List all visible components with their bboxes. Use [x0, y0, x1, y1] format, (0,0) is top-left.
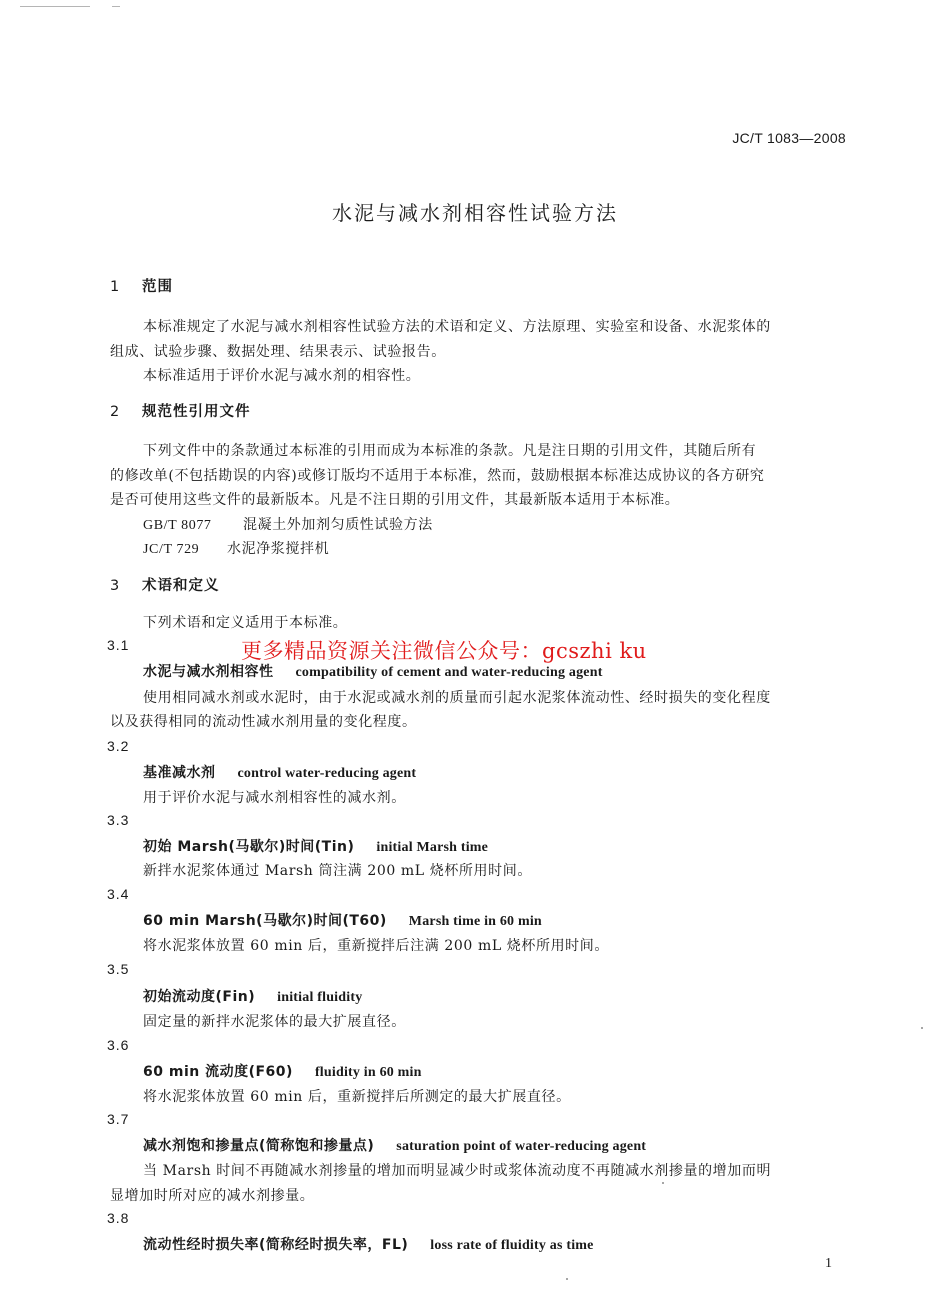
reference-code: GB/T 8077 — [143, 518, 212, 533]
scan-speck — [566, 1278, 568, 1280]
section-number: 2 — [110, 404, 120, 420]
standard-number: JC/T 1083—2008 — [732, 130, 846, 146]
term-number: 3.3 — [107, 812, 130, 828]
term-number: 3.6 — [107, 1037, 130, 1053]
term-definition: 以及获得相同的流动性减水剂用量的变化程度。 — [110, 714, 417, 730]
term-english: loss rate of fluidity as time — [430, 1238, 594, 1253]
scan-speck — [662, 1182, 664, 1184]
reference-title: 混凝土外加剂匀质性试验方法 — [243, 517, 433, 533]
paragraph-line: 本标准适用于评价水泥与减水剂的相容性。 — [143, 368, 421, 384]
section-number: 3 — [110, 578, 120, 594]
term-definition: 当 Marsh 时间不再随减水剂掺量的增加而明显减少时或浆体流动度不再随减水剂掺量的增加而明 — [143, 1163, 772, 1179]
reference-title: 水泥净浆搅拌机 — [227, 541, 330, 557]
term-definition: 用于评价水泥与减水剂相容性的减水剂。 — [143, 790, 406, 806]
reference-code: JC/T 729 — [143, 542, 200, 557]
term-chinese: 60 min 流动度(F60) — [143, 1064, 293, 1080]
term-chinese: 水泥与减水剂相容性 — [143, 664, 274, 680]
section-number: 1 — [110, 279, 120, 295]
section-title: 范围 — [142, 279, 173, 295]
paragraph-line: 下列术语和定义适用于本标准。 — [143, 615, 348, 631]
term-number: 3.8 — [107, 1210, 130, 1226]
paragraph-line: 组成、试验步骤、数据处理、结果表示、试验报告。 — [110, 344, 446, 360]
term-chinese: 基准减水剂 — [143, 765, 216, 781]
term-chinese: 减水剂饱和掺量点(简称饱和掺量点) — [143, 1138, 375, 1154]
term-english: compatibility of cement and water-reducing agent — [295, 665, 603, 680]
page-number: 1 — [825, 1256, 832, 1271]
term-heading — [143, 1061, 422, 1081]
term-heading — [143, 986, 362, 1006]
term-english: fluidity in 60 min — [314, 1065, 422, 1080]
paragraph-line: 是否可使用这些文件的最新版本。凡是不注日期的引用文件，其最新版本适用于本标准。 — [110, 492, 680, 508]
term-definition: 显增加时所对应的减水剂掺量。 — [110, 1188, 315, 1204]
term-english: saturation point of water-reducing agent — [396, 1139, 647, 1154]
section-1-heading — [110, 275, 173, 296]
term-heading — [143, 836, 488, 856]
term-chinese: 60 min Marsh(马歇尔)时间(T60) — [143, 913, 387, 929]
paragraph-line: 的修改单(不包括勘误的内容)或修订版均不适用于本标准，然而，鼓励根据本标准达成协议的各方研究 — [110, 468, 765, 484]
term-chinese: 初始流动度(Fin) — [143, 989, 256, 1005]
section-title: 规范性引用文件 — [142, 404, 251, 420]
normative-reference — [143, 514, 433, 534]
paragraph-line: 下列文件中的条款通过本标准的引用而成为本标准的条款。凡是注日期的引用文件，其随后所有 — [143, 443, 757, 459]
term-number: 3.5 — [107, 961, 130, 977]
term-english: initial Marsh time — [376, 840, 489, 855]
term-english: control water-reducing agent — [237, 766, 417, 781]
term-heading — [143, 762, 416, 782]
promo-watermark: 更多精品资源关注微信公众号：gcszhi ku — [241, 639, 647, 663]
document-title: 水泥与减水剂相容性试验方法 — [332, 201, 618, 225]
term-number: 3.1 — [107, 637, 130, 653]
term-heading — [143, 910, 542, 930]
term-number: 3.4 — [107, 886, 130, 902]
term-definition: 将水泥浆体放置 60 min 后，重新搅拌后注满 200 mL 烧杯所用时间。 — [143, 938, 609, 954]
section-2-heading — [110, 400, 251, 421]
term-definition: 新拌水泥浆体通过 Marsh 筒注满 200 mL 烧杯所用时间。 — [143, 863, 532, 879]
term-number: 3.7 — [107, 1111, 130, 1127]
term-chinese: 初始 Marsh(马歇尔)时间(Tin) — [143, 839, 355, 855]
term-english: Marsh time in 60 min — [408, 914, 542, 929]
term-definition: 使用相同减水剂或水泥时，由于水泥或减水剂的质量而引起水泥浆体流动性、经时损失的变化程度 — [143, 690, 771, 706]
scan-top-mark — [112, 6, 120, 7]
scan-top-rule — [20, 6, 90, 7]
term-heading — [143, 1135, 646, 1155]
term-definition: 固定量的新拌水泥浆体的最大扩展直径。 — [143, 1014, 406, 1030]
section-title: 术语和定义 — [142, 578, 220, 594]
section-3-heading — [110, 574, 220, 595]
scan-speck — [921, 1027, 923, 1029]
term-number: 3.2 — [107, 738, 130, 754]
term-english: initial fluidity — [277, 990, 363, 1005]
term-definition: 将水泥浆体放置 60 min 后，重新搅拌后所测定的最大扩展直径。 — [143, 1089, 571, 1105]
normative-reference — [143, 538, 329, 558]
term-chinese: 流动性经时损失率(简称经时损失率，FL) — [143, 1237, 409, 1253]
term-heading — [143, 661, 603, 681]
term-heading — [143, 1234, 594, 1254]
paragraph-line: 本标准规定了水泥与减水剂相容性试验方法的术语和定义、方法原理、实验室和设备、水泥浆体的 — [143, 319, 771, 335]
